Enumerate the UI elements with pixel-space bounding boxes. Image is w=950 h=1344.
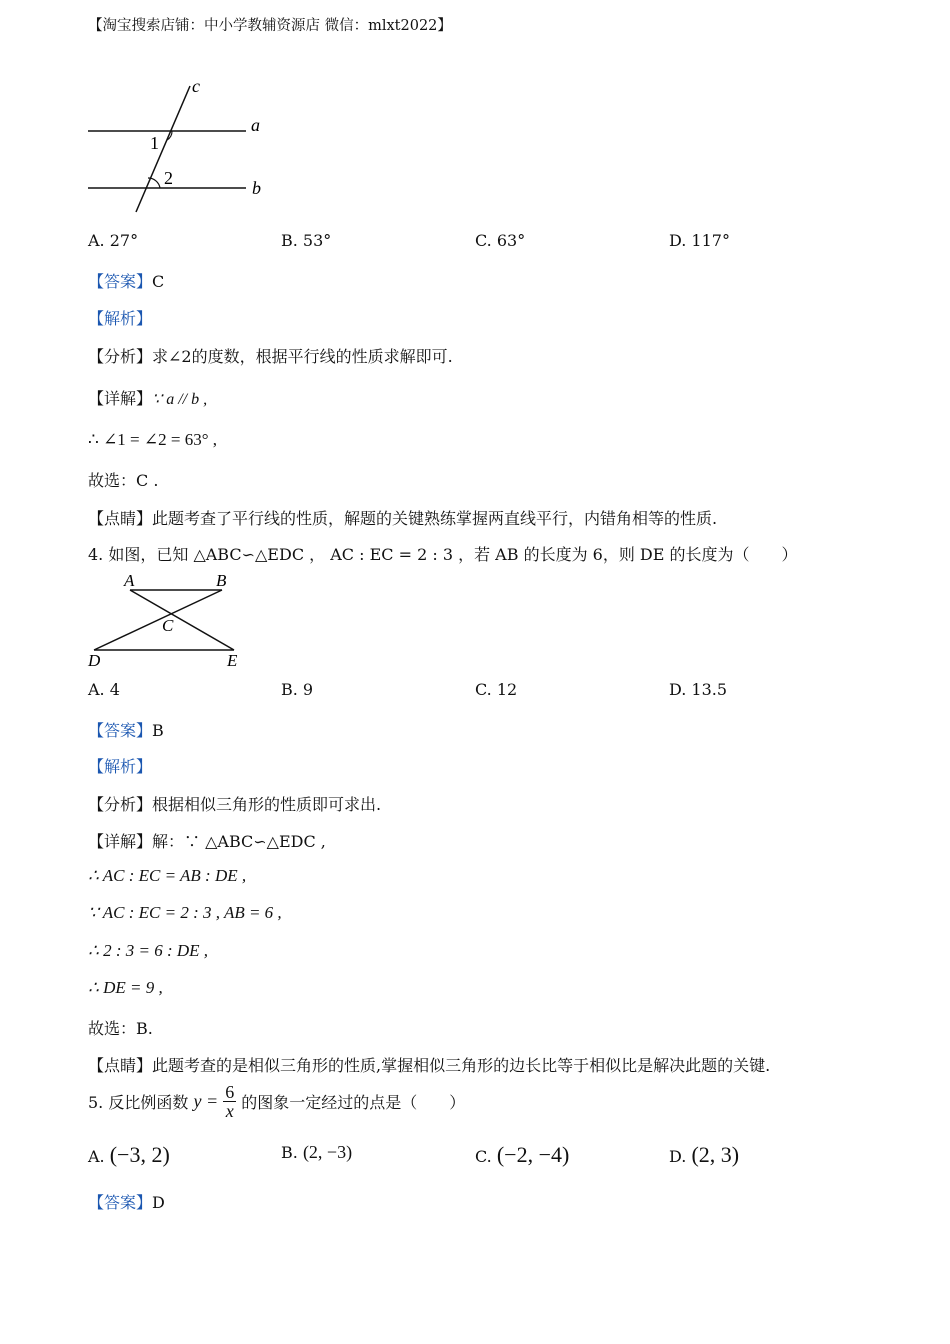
label-b: b	[252, 178, 261, 198]
q4-step3: ∴ 2 : 3 = 6 : DE ,	[88, 941, 209, 960]
q4-option-c: C. 12	[475, 680, 518, 699]
q3-option-d: D. 117°	[669, 231, 730, 250]
q3-answer	[88, 269, 164, 292]
q3-option-c: C. 63°	[475, 231, 526, 250]
q3-step1: ∴ ∠1 = ∠2 = 63° ,	[88, 430, 218, 449]
q5-option-d	[669, 1142, 739, 1168]
option-letter: A.	[88, 1147, 105, 1166]
q5-stem-prefix: 5. 反比例函数	[88, 1093, 189, 1112]
q3-dianjing	[88, 506, 717, 529]
q3-option-b: B. 53°	[281, 231, 332, 250]
option-letter: D.	[669, 1147, 687, 1166]
fraction-numerator: 6	[225, 1082, 235, 1102]
fenxi-tag: 【分析】	[88, 347, 153, 366]
q4-answer	[88, 718, 164, 741]
q5-fraction	[223, 1083, 236, 1120]
q5-stem-suffix: 的图象一定经过的点是（ ）	[241, 1093, 466, 1112]
option-value: (−3, 2)	[109, 1142, 170, 1167]
q4-fenxi	[88, 792, 381, 815]
answer-value: B	[152, 721, 164, 740]
q4-option-a: A. 4	[88, 680, 120, 699]
q5-stem-y: y =	[193, 1091, 219, 1111]
fraction-denominator: x	[225, 1101, 234, 1121]
similar-triangles-figure	[84, 570, 254, 670]
fenxi-text: 根据相似三角形的性质即可求出.	[152, 795, 382, 814]
dianjing-tag: 【点睛】	[88, 1056, 153, 1075]
q4-step2: ∵ AC : EC = 2 : 3 , AB = 6 ,	[88, 903, 282, 922]
label-E: E	[227, 651, 238, 670]
q4-option-b: B. 9	[281, 680, 314, 699]
header-watermark: 【淘宝搜索店铺：中小学教辅资源店 微信：mlxt2022】	[88, 18, 452, 34]
q3-option-a: A. 27°	[88, 231, 139, 250]
option-value: (2, 3)	[691, 1142, 740, 1167]
xiangjie-text: 解：∵ △ABC∽△EDC ,	[152, 832, 326, 851]
q3-fenxi	[88, 344, 453, 367]
label-D: D	[88, 651, 101, 670]
dianjing-text: 此题考查的是相似三角形的性质,掌握相似三角形的边长比等于相似比是解决此题的关键.	[152, 1056, 771, 1075]
q5-option-a	[88, 1142, 170, 1168]
xiangjie-tag: 【详解】	[88, 832, 153, 851]
q3-analysis-tag: 【解析】	[88, 309, 153, 328]
answer-value: C	[152, 272, 165, 291]
fenxi-tag: 【分析】	[88, 795, 153, 814]
answer-value: D	[152, 1193, 165, 1212]
label-C: C	[162, 616, 174, 635]
label-c: c	[192, 76, 200, 96]
q4-stem: 4. 如图，已知 △ABC∽△EDC ， AC : EC = 2 : 3 ，若 AB 的长度为 6，则 DE 的长度为（ ）	[88, 545, 798, 564]
option-value: (2, −3)	[302, 1142, 353, 1162]
q3-choose: 故选：C .	[88, 471, 159, 490]
xiangjie-text: ∵ a // b ,	[152, 391, 208, 408]
option-value: (−2, −4)	[496, 1142, 570, 1167]
answer-tag: 【答案】	[88, 1193, 153, 1212]
dianjing-tag: 【点睛】	[88, 509, 153, 528]
q5-stem	[88, 1083, 465, 1120]
q4-analysis-tag: 【解析】	[88, 757, 153, 776]
q4-choose: 故选：B.	[88, 1019, 153, 1038]
parallel-lines-figure	[84, 76, 274, 216]
q4-xiangjie	[88, 829, 326, 852]
answer-tag: 【答案】	[88, 721, 153, 740]
option-letter: B.	[281, 1143, 298, 1162]
label-angle-1: 1	[150, 133, 159, 153]
q5-answer	[88, 1190, 165, 1213]
dianjing-text: 此题考查了平行线的性质，解题的关键熟练掌握两直线平行，内错角相等的性质.	[152, 509, 718, 528]
answer-tag: 【答案】	[88, 272, 153, 291]
q4-step1: ∴ AC : EC = AB : DE ,	[88, 866, 247, 885]
q4-step4: ∴ DE = 9 ,	[88, 978, 163, 997]
q5-option-c	[475, 1142, 569, 1168]
q4-option-d: D. 13.5	[669, 680, 728, 699]
label-angle-2: 2	[164, 168, 173, 188]
option-letter: C.	[475, 1147, 492, 1166]
fenxi-text: 求∠2的度数，根据平行线的性质求解即可.	[152, 347, 453, 366]
label-a: a	[251, 115, 260, 135]
xiangjie-tag: 【详解】	[88, 389, 153, 408]
q5-option-b	[281, 1142, 352, 1163]
label-A: A	[124, 571, 135, 590]
q3-xiangjie	[88, 386, 207, 409]
q4-dianjing	[88, 1053, 770, 1076]
label-B: B	[216, 571, 227, 590]
